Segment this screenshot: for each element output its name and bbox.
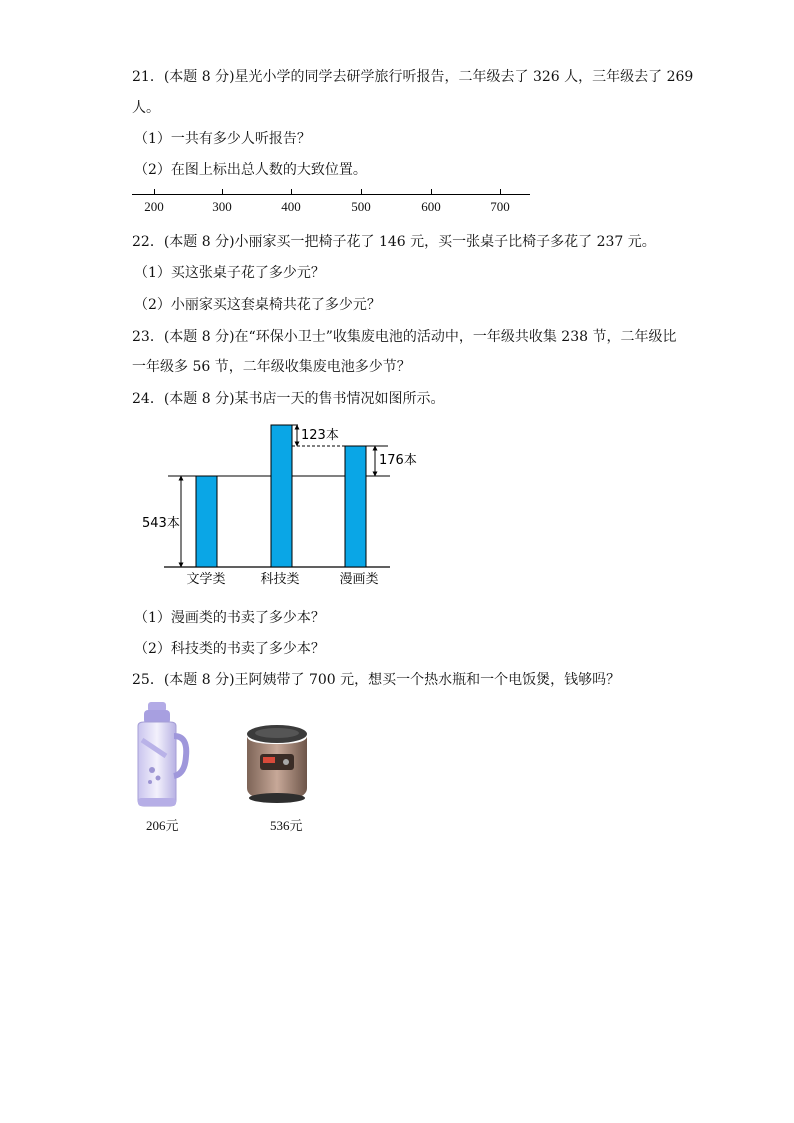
number-line-label: 400 <box>281 199 301 214</box>
q21-text-line2: 人。 <box>132 100 160 116</box>
number-line-tick <box>154 189 155 195</box>
number-line-label: 300 <box>212 199 232 214</box>
number-line-label: 600 <box>421 199 441 214</box>
rice-cooker-price: 536元 <box>270 818 303 833</box>
bar-comics <box>345 446 366 567</box>
number-line-tick <box>291 189 292 195</box>
q22-text-line1: 22．(本题 8 分)小丽家买一把椅子花了 146 元，买一张桌子比椅子多花了 237 元。 <box>132 234 656 250</box>
label-176: 176本 <box>379 453 417 468</box>
q24-text-line1: 24．(本题 8 分)某书店一天的售书情况如图所示。 <box>132 391 445 407</box>
q25-text-line1: 25．(本题 8 分)王阿姨带了 700 元，想买一个热水瓶和一个电饭煲，钱够吗？ <box>132 672 621 688</box>
q21-sub1: （1）一共有多少人听报告？ <box>134 131 311 147</box>
rice-cooker-icon <box>244 722 310 804</box>
thermos-price: 206元 <box>146 818 179 833</box>
number-line-tick <box>222 189 223 195</box>
q22-sub1: （1）买这张桌子花了多少元？ <box>134 265 325 281</box>
q22-sub2: （2）小丽家买这套桌椅共花了多少元？ <box>134 297 381 313</box>
number-line-label: 500 <box>351 199 371 214</box>
number-line-tick <box>361 189 362 195</box>
q21-sub2: （2）在图上标出总人数的大致位置。 <box>134 162 367 178</box>
bar-science <box>271 425 292 567</box>
category-label: 漫画类 <box>339 572 379 587</box>
number-line-label: 200 <box>144 199 164 214</box>
number-line-axis <box>132 194 530 195</box>
thermos-icon <box>130 700 190 810</box>
label-543: 543本 <box>142 516 180 531</box>
q24-sub1: （1）漫画类的书卖了多少本？ <box>134 610 325 626</box>
category-label: 文学类 <box>186 572 226 587</box>
number-line-tick <box>500 189 501 195</box>
number-line-label: 700 <box>490 199 510 214</box>
bar-literature <box>196 476 217 567</box>
bookstore-bar-chart <box>130 418 420 590</box>
q23-text-line1: 23．(本题 8 分)在“环保小卫士”收集废电池的活动中，一年级共收集 238 节，二年级比 <box>132 329 677 345</box>
q24-sub2: （2）科技类的书卖了多少本？ <box>134 641 325 657</box>
q23-text-line2: 一年级多 56 节，二年级收集废电池多少节？ <box>132 359 411 375</box>
q21-text-line1: 21．(本题 8 分)星光小学的同学去研学旅行听报告，二年级去了 326 人，三年级去了 269 <box>132 69 694 85</box>
number-line-tick <box>431 189 432 195</box>
category-label: 科技类 <box>260 572 300 587</box>
label-123: 123本 <box>301 428 339 443</box>
